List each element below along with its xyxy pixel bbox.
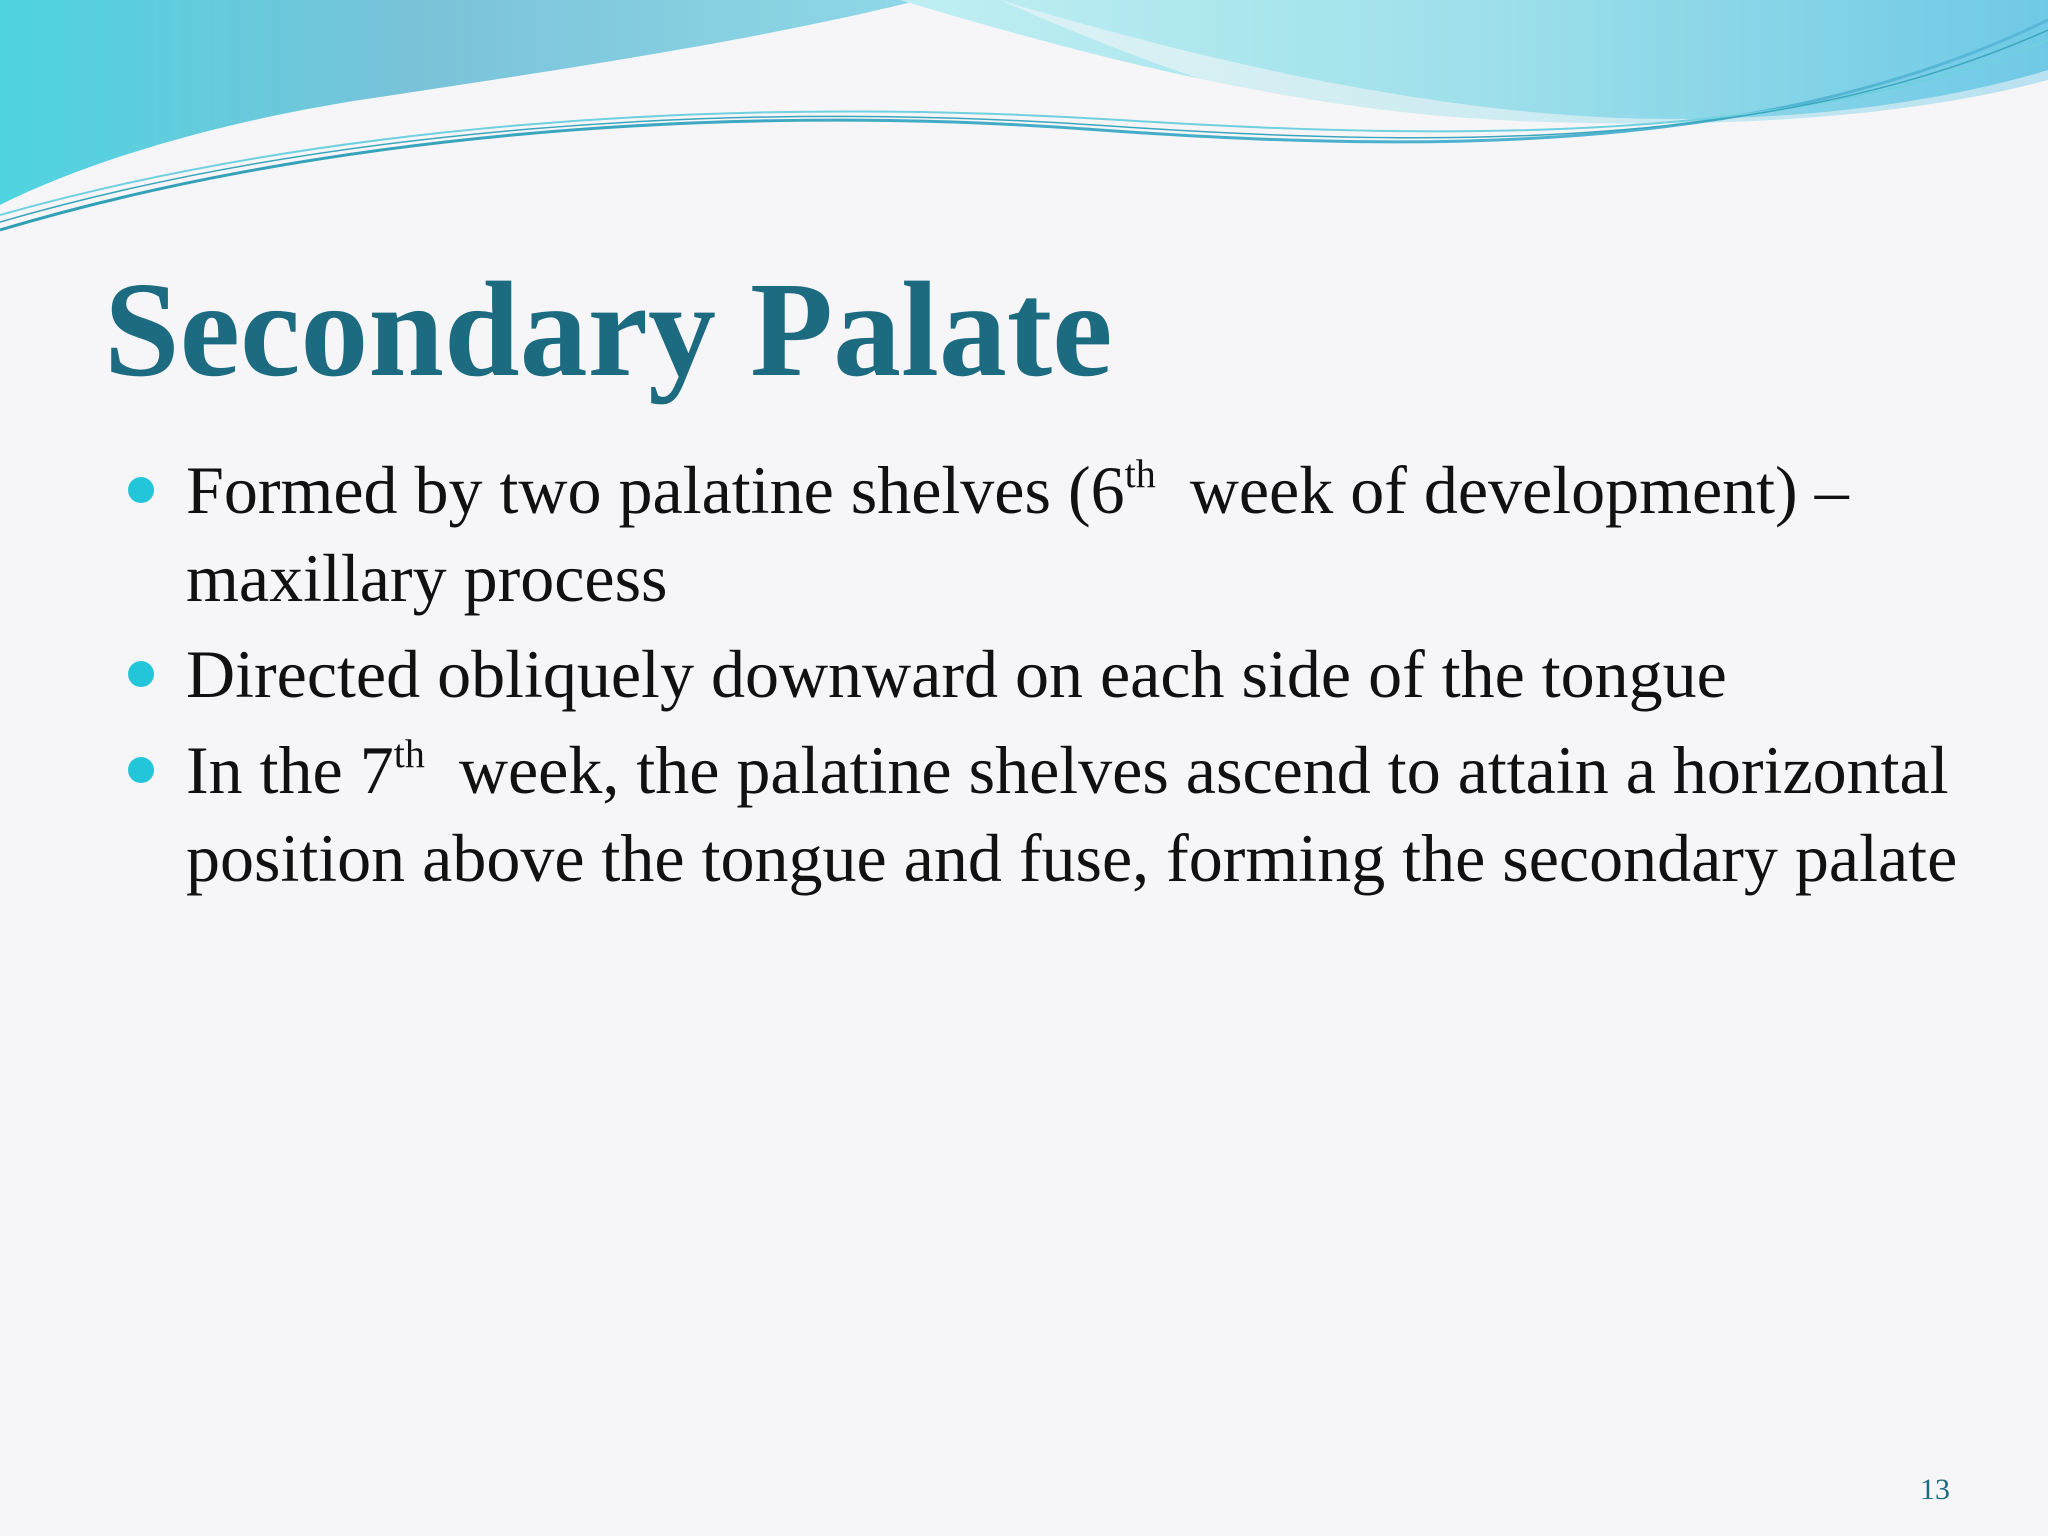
bullet-text bbox=[186, 732, 1966, 896]
wave-shape-right bbox=[900, 0, 2048, 124]
bullet-text-part: week of development) –maxillary process bbox=[186, 452, 1849, 616]
bullet-dot-icon bbox=[128, 477, 154, 503]
bullet-text bbox=[186, 452, 1849, 616]
bullet-dot-icon bbox=[128, 757, 154, 783]
bullet-dot-icon bbox=[128, 661, 154, 687]
list-item bbox=[128, 446, 1968, 622]
superscript: th bbox=[1124, 451, 1156, 496]
bullet-text: Directed obliquely downward on each side of the tongue bbox=[186, 636, 1727, 712]
superscript: th bbox=[393, 731, 425, 776]
wave-shape-left bbox=[0, 0, 920, 205]
list-item bbox=[128, 630, 1968, 718]
bullet-list bbox=[128, 446, 1968, 910]
bullet-text-part: In the 7 bbox=[186, 732, 394, 808]
wave-banner bbox=[0, 0, 2048, 260]
bullet-text-part: Formed by two palatine shelves (6 bbox=[186, 452, 1125, 528]
slide-title: Secondary Palate bbox=[104, 255, 1113, 405]
page-number: 13 bbox=[1920, 1473, 1950, 1506]
bullet-text-part: week, the palatine shelves ascend to attain a horizontal position above the tongue and fuse, forming the secondary palate bbox=[186, 732, 1966, 896]
list-item bbox=[128, 726, 1968, 902]
